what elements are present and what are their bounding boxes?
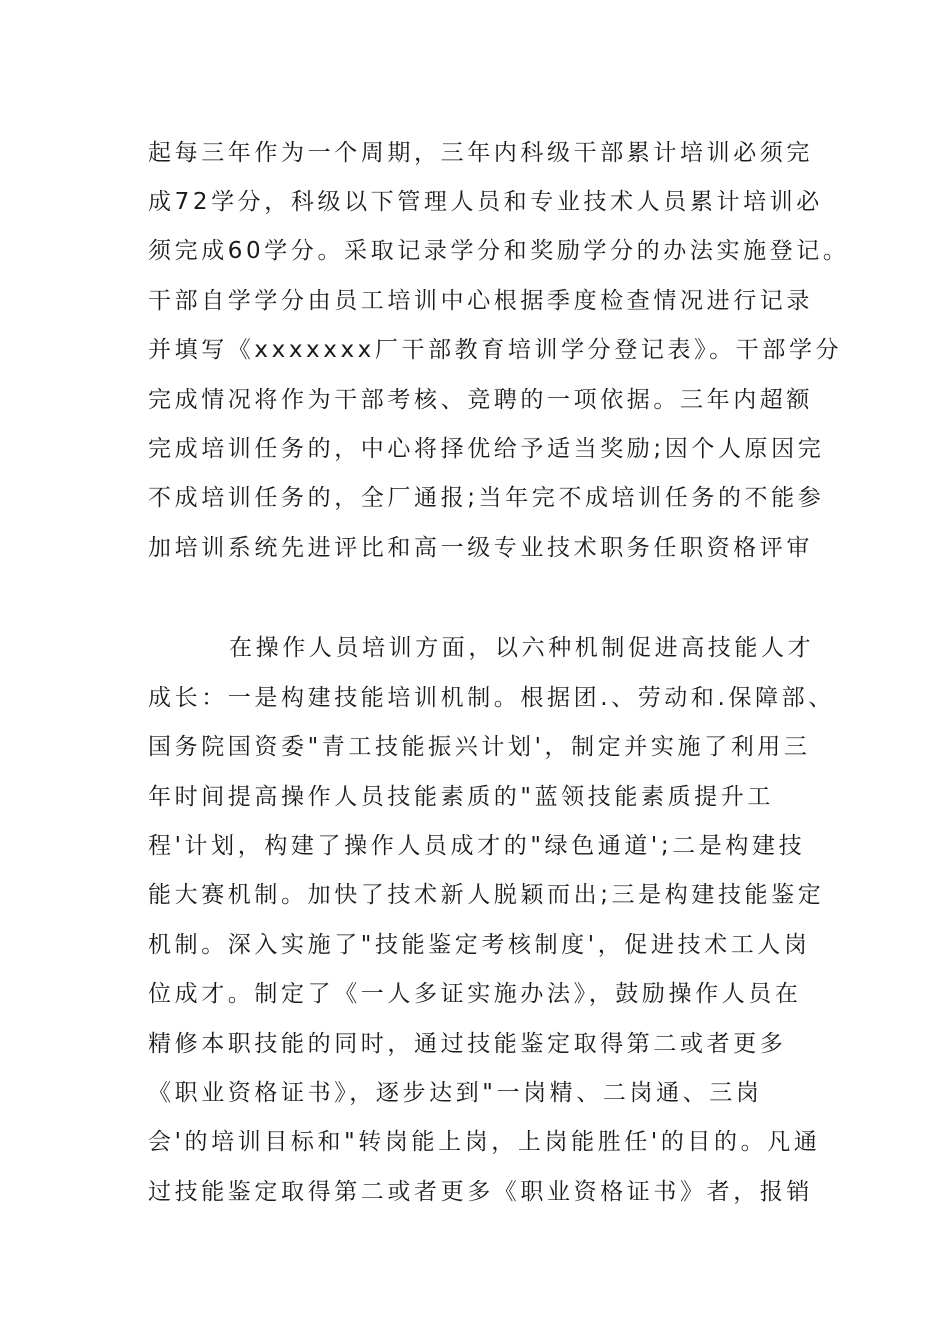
text-line: 精修本职技能的同时，通过技能鉴定取得第二或者更多 <box>148 1031 787 1057</box>
text-line: 《职业资格证书》，逐步达到"一岗精、二岗通、三岗 <box>148 1080 763 1106</box>
text-line: 干部自学学分由员工培训中心根据季度检查情况进行记录 <box>148 288 813 314</box>
text-line: 成长：一是构建技能培训机制。根据团.、劳动和.保障部、 <box>148 685 835 711</box>
text-line: 在操作人员培训方面，以六种机制促进高技能人才 <box>229 635 815 661</box>
text-line: 起每三年作为一个周期，三年内科级干部累计培训必须完 <box>148 140 813 166</box>
text-line: 年时间提高操作人员技能素质的"蓝领技能素质提升工 <box>148 784 774 810</box>
text-line: 成72学分，科级以下管理人员和专业技术人员累计培训必 <box>148 189 823 215</box>
text-line: 不成培训任务的，全厂通报;当年完不成培训任务的不能参 <box>148 485 825 511</box>
text-line: 位成才。制定了《一人多证实施办法》，鼓励操作人员在 <box>148 981 802 1007</box>
text-line: 国务院国资委"青工技能振兴计划'，制定并实施了利用三 <box>148 734 811 760</box>
text-line: 会'的培训目标和"转岗能上岗，上岗能胜任'的目的。凡通 <box>148 1129 821 1155</box>
text-line: 完成情况将作为干部考核、竞聘的一项依据。三年内超额 <box>148 387 813 413</box>
text-line: 过技能鉴定取得第二或者更多《职业资格证书》者，报销 <box>148 1179 813 1205</box>
text-line: 须完成60学分。采取记录学分和奖励学分的办法实施登记。 <box>148 238 850 264</box>
text-line: 加培训系统先进评比和高一级专业技术职务任职资格评审 <box>148 535 813 561</box>
text-line: 完成培训任务的，中心将择优给予适当奖励;因个人原因完 <box>148 436 825 462</box>
text-line: 能大赛机制。加快了技术新人脱颖而出;三是构建技能鉴定 <box>148 882 825 908</box>
text-line: 并填写《xxxxxxx厂干部教育培训学分登记表》。干部学分 <box>148 337 843 363</box>
text-line: 程'计划，构建了操作人员成才的"绿色通道';二是构建技 <box>148 833 806 859</box>
text-line: 机制。深入实施了"技能鉴定考核制度'，促进技术工人岗 <box>148 932 811 958</box>
